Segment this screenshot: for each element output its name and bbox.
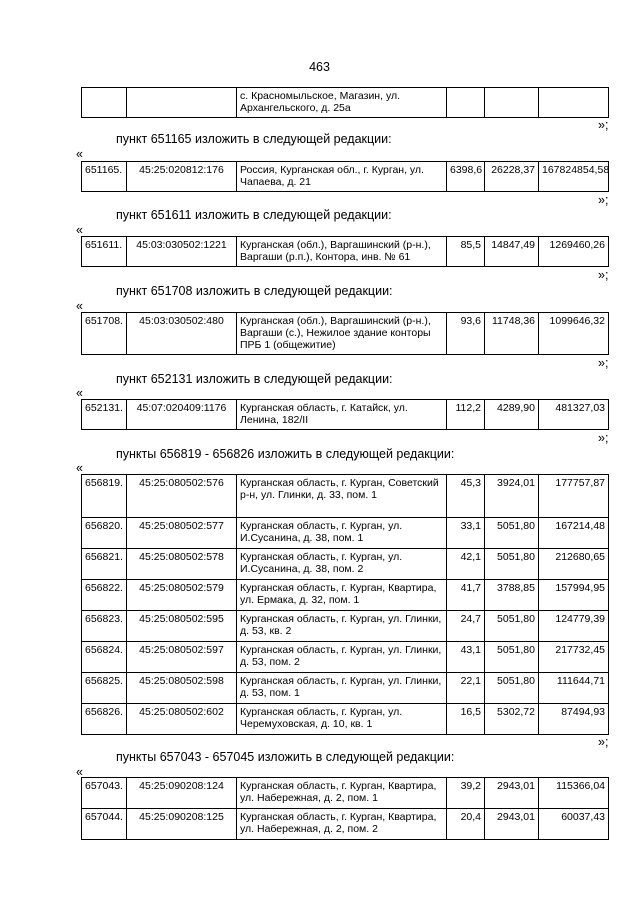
- total-value: 177757,87: [539, 475, 609, 518]
- total-value: 157994,95: [539, 580, 609, 611]
- total-value: 1269460,26: [539, 237, 609, 267]
- row-number: 657043.: [82, 778, 127, 809]
- address: Курганская область, г. Курган, ул. И.Сусанина, д. 38, пом. 2: [237, 549, 447, 580]
- address: Россия, Курганская обл., г. Курган, ул. Чапаева, д. 21: [237, 162, 447, 192]
- table-row: [82, 642, 609, 673]
- row-number: [82, 88, 127, 118]
- total-value: 167214,48: [539, 518, 609, 549]
- row-number: 652131.: [82, 400, 127, 430]
- section-heading: пункт 651165 изложить в следующей редакции:: [116, 132, 392, 146]
- section-table: [81, 399, 609, 430]
- area: 6398,6: [447, 162, 485, 192]
- total-value: 87494,93: [539, 704, 609, 735]
- table-row: [82, 237, 609, 267]
- area: 16,5: [447, 704, 485, 735]
- table-row: [82, 313, 609, 355]
- close-quote: »;: [598, 268, 609, 282]
- section-heading: пункт 652131 изложить в следующей редакции:: [116, 372, 393, 386]
- open-quote: «: [76, 299, 83, 313]
- unit-price: 11748,36: [485, 313, 539, 355]
- table-row: [82, 809, 609, 840]
- address: Курганская область, г. Курган, Квартира, ул. Набережная, д. 2, пом. 1: [237, 778, 447, 809]
- cadastral-number: 45:07:020409:1176: [127, 400, 237, 430]
- area: 33,1: [447, 518, 485, 549]
- close-quote: »;: [598, 356, 609, 370]
- area: 22,1: [447, 673, 485, 704]
- area: 93,6: [447, 313, 485, 355]
- cadastral-number: 45:25:090208:124: [127, 778, 237, 809]
- area: 41,7: [447, 580, 485, 611]
- address: Курганская область, г. Курган, ул. Глинки, д. 53, пом. 2: [237, 642, 447, 673]
- table-row: [82, 400, 609, 430]
- cadastral-number: [127, 88, 237, 118]
- continuation-table: [81, 87, 609, 118]
- table-row: [82, 162, 609, 192]
- unit-price: 5302,72: [485, 704, 539, 735]
- cadastral-number: 45:25:090208:125: [127, 809, 237, 840]
- area: 20,4: [447, 809, 485, 840]
- total-value: 124779,39: [539, 611, 609, 642]
- area: 42,1: [447, 549, 485, 580]
- table-row: [82, 673, 609, 704]
- section-table: [81, 161, 609, 192]
- unit-price: 3788,85: [485, 580, 539, 611]
- section-heading: пункты 656819 - 656826 изложить в следующей редакции:: [116, 447, 455, 461]
- total-value: 217732,45: [539, 642, 609, 673]
- cadastral-number: 45:25:080502:602: [127, 704, 237, 735]
- total-value: 1099646,32: [539, 313, 609, 355]
- row-number: 656822.: [82, 580, 127, 611]
- total-value: 115366,04: [539, 778, 609, 809]
- area: 45,3: [447, 475, 485, 518]
- close-quote: »;: [598, 735, 609, 749]
- table-row: [82, 518, 609, 549]
- address: Курганская область, г. Курган, ул. И.Сусанина, д. 38, пом. 1: [237, 518, 447, 549]
- cadastral-number: 45:25:080502:577: [127, 518, 237, 549]
- row-number: 656820.: [82, 518, 127, 549]
- unit-price: [485, 88, 539, 118]
- total-value: 60037,43: [539, 809, 609, 840]
- unit-price: 2943,01: [485, 778, 539, 809]
- unit-price: 5051,80: [485, 611, 539, 642]
- total-value: 481327,03: [539, 400, 609, 430]
- cadastral-number: 45:25:080502:578: [127, 549, 237, 580]
- unit-price: 4289,90: [485, 400, 539, 430]
- unit-price: 5051,80: [485, 673, 539, 704]
- section-table: [81, 777, 609, 840]
- area: [447, 88, 485, 118]
- address: Курганская область, г. Курган, Квартира, ул. Набережная, д. 2, пом. 2: [237, 809, 447, 840]
- section-table: [81, 312, 609, 355]
- cadastral-number: 45:25:020812:176: [127, 162, 237, 192]
- address: Курганская (обл.), Варгашинский (р-н.), Варгаши (с.), Нежилое здание конторы ПРБ 1 (общежитие): [237, 313, 447, 355]
- row-number: 651611.: [82, 237, 127, 267]
- row-number: 657044.: [82, 809, 127, 840]
- unit-price: 2943,01: [485, 809, 539, 840]
- address: Курганская (обл.), Варгашинский (р-н.), Варгаши (р.п.), Контора, инв. № 61: [237, 237, 447, 267]
- total-value: [539, 88, 609, 118]
- open-quote: «: [76, 765, 83, 779]
- close-quote: »;: [598, 431, 609, 445]
- table-row: [82, 475, 609, 518]
- open-quote: «: [76, 147, 83, 161]
- page-number: 463: [309, 60, 330, 74]
- table-row: [82, 704, 609, 735]
- table-row: [82, 88, 609, 118]
- row-number: 656819.: [82, 475, 127, 518]
- cadastral-number: 45:25:080502:597: [127, 642, 237, 673]
- section-heading: пункт 651708 изложить в следующей редакции:: [116, 284, 393, 298]
- open-quote: «: [76, 386, 83, 400]
- row-number: 656821.: [82, 549, 127, 580]
- area: 24,7: [447, 611, 485, 642]
- total-value: 212680,65: [539, 549, 609, 580]
- section-table: [81, 236, 609, 267]
- table-row: [82, 611, 609, 642]
- address: Курганская область, г. Курган, Советский р-н, ул. Глинки, д. 33, пом. 1: [237, 475, 447, 518]
- total-value: 111644,71: [539, 673, 609, 704]
- cadastral-number: 45:03:030502:480: [127, 313, 237, 355]
- address: Курганская область, г. Курган, ул. Глинки, д. 53, кв. 2: [237, 611, 447, 642]
- row-number: 656823.: [82, 611, 127, 642]
- section-heading: пункты 657043 - 657045 изложить в следующей редакции:: [116, 750, 455, 764]
- unit-price: 5051,80: [485, 518, 539, 549]
- open-quote: «: [76, 461, 83, 475]
- row-number: 656824.: [82, 642, 127, 673]
- row-number: 656825.: [82, 673, 127, 704]
- area: 43,1: [447, 642, 485, 673]
- cadastral-number: 45:25:080502:595: [127, 611, 237, 642]
- table-row: [82, 549, 609, 580]
- close-quote: »;: [598, 118, 609, 132]
- cadastral-number: 45:25:080502:598: [127, 673, 237, 704]
- cadastral-number: 45:25:080502:579: [127, 580, 237, 611]
- unit-price: 14847,49: [485, 237, 539, 267]
- cadastral-number: 45:03:030502:1221: [127, 237, 237, 267]
- unit-price: 5051,80: [485, 549, 539, 580]
- address: Курганская область, г. Катайск, ул. Ленина, 182/II: [237, 400, 447, 430]
- area: 39,2: [447, 778, 485, 809]
- cadastral-number: 45:25:080502:576: [127, 475, 237, 518]
- area: 112,2: [447, 400, 485, 430]
- total-value: 167824854,58: [539, 162, 609, 192]
- address: Курганская область, г. Курган, ул. Черемуховская, д. 10, кв. 1: [237, 704, 447, 735]
- row-number: 656826.: [82, 704, 127, 735]
- open-quote: «: [76, 223, 83, 237]
- table-row: [82, 580, 609, 611]
- section-table: [81, 474, 609, 735]
- address: Курганская область, г. Курган, Квартира, ул. Ермака, д. 32, пом. 1: [237, 580, 447, 611]
- table-row: [82, 778, 609, 809]
- row-number: 651165.: [82, 162, 127, 192]
- area: 85,5: [447, 237, 485, 267]
- address: Курганская область, г. Курган, ул. Глинки, д. 53, пом. 1: [237, 673, 447, 704]
- section-heading: пункт 651611 изложить в следующей редакции:: [116, 208, 392, 222]
- close-quote: »;: [598, 193, 609, 207]
- unit-price: 5051,80: [485, 642, 539, 673]
- row-number: 651708.: [82, 313, 127, 355]
- unit-price: 3924,01: [485, 475, 539, 518]
- address: с. Красномыльское, Магазин, ул. Архангельского, д. 25а: [237, 88, 447, 118]
- unit-price: 26228,37: [485, 162, 539, 192]
